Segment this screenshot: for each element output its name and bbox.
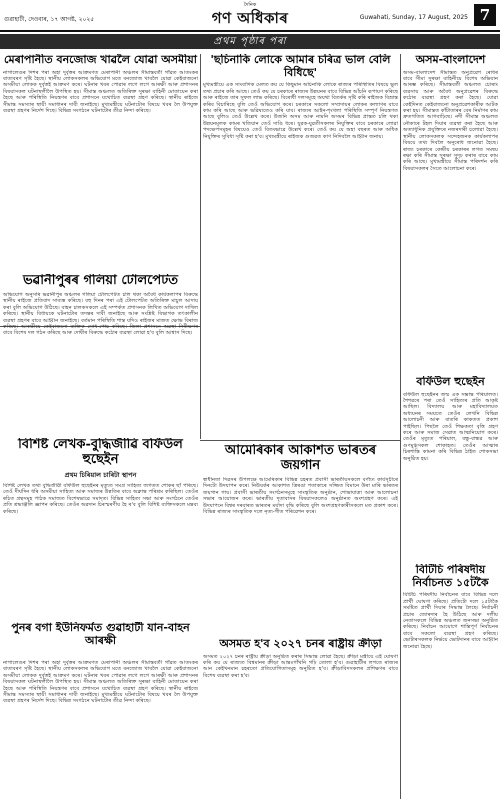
article-body: মুখ্যমন্ত্ৰীয়ে এক সাংবাদিক মেলত কয় যে কিছুমান অচিনাকি লোকে ৰাজ্যৰ পৰিস্থিতিৰ বিষয়ে ভুল তথ্য প্ৰচাৰ কৰি আছে। তেওঁ কয় যে চৰকাৰে ৰাজ্যৰ উন্নয়নৰ বাবে বিভিন্ন আঁচনি ৰূপায়ণ কৰিছে আৰু ৰাইজে তাৰ সুফল লাভ কৰিছে। বিৰোধী দলসমূহে অযথা বিতৰ্কৰ সৃষ্টি কৰি ৰাইজক বিভ্ৰান্ত কৰিব বিচাৰিছে বুলি তেওঁ অভিযোগ কৰে। চৰকাৰে সকলো সম্প্ৰদায়ৰ লোকৰ কল্যাণৰ বাবে কাম কৰি আছে আৰু ভৱিষ্যতেও কৰি যাব। ৰাজ্যৰ আইন-শৃংখলা পৰিস্থিতি সম্পূৰ্ণ নিয়ন্ত্ৰণত আছে বুলিও তেওঁ উল্লেখ কৰে। উজনি অসম আৰু নামনি অসমৰ বিভিন্ন প্ৰান্তত চলি থকা উন্নয়নমূলক কামৰ খতিয়ান তেওঁ দাঙি ধৰে। যুৱক-যুৱতীসকলৰ নিযুক্তিৰ বাবে চৰকাৰে লোৱা পদক্ষেপসমূহৰ বিষয়েও তেওঁ বিতংভাৱে উল্লেখ কৰে। তেওঁ কয় যে অহা বছৰত আৰু অধিক নিযুক্তিৰ সুবিধা সৃষ্টি কৰা হ'ব। মুখ্যমন্ত্ৰীয়ে ৰাইজক গুজৱত কাণ নিদিবলৈ আহ্বান জনায়। (203, 82, 398, 140)
masthead-logo-block (195, 2, 305, 26)
article-headline: অসমত হ'ব ২০২৭ চনৰ ৰাষ্ট্ৰীয় ক্ৰীড়া (219, 638, 382, 650)
newspaper-logo: গণ অধিকাৰ (211, 9, 289, 27)
article-body: অসমত ২০২৭ চনৰ ৰাষ্ট্ৰীয় ক্ৰীড়া অনুষ্ঠিত কৰাৰ সিদ্ধান্ত লোৱা হৈছে। ক্ৰীড়া মন্ত্ৰীয়ে এই ঘোষণা কৰি কয় যে ৰাজ্যত বিশ্বমানৰ ক্ৰীড়া আন্তঃগাঁথনি গঢ়ি তোলা হ'ব। গুৱাহাটীৰ লগতে ৰাজ্যৰ আন কেইখনমান চহৰতো প্ৰতিযোগিতাসমূহ অনুষ্ঠিত হ'ব। ক্ৰীড়াবিদসকলৰ প্ৰশিক্ষণৰ বাবে বিশেষ ব্যৱস্থা কৰা হ'ব। (203, 653, 398, 679)
article-btc-election (403, 564, 498, 798)
article-body: বৰ্ফিউল হুছেইনৰ জন্ম এক সম্ভ্ৰান্ত পৰিয়ালত। শৈশৱৰে পৰা তেওঁ সাহিত্যৰ প্ৰতি আকৃষ্ট আছিল। বিদ্যালয় আৰু মহাবিদ্যালয়ত অধ্যয়নৰ সময়তে তেওঁৰ লেখনি বিভিন্ন আলোচনী আৰু বাতৰি কাকতত প্ৰকাশ পাইছিল। পিছলৈ তেওঁ শিক্ষকতা বৃত্তি গ্ৰহণ কৰে আৰু সমাজ সেৱাত আত্মনিয়োগ কৰে। তেওঁৰ মৃত্যুত পৰিয়াল, বন্ধু-বান্ধৱ আৰু গুণমুগ্ধসকল শোকাহত। তেওঁৰ আত্মাৰ চিৰশান্তি কামনা কৰি বিভিন্ন ঠাইত শোকসভা অনুষ্ঠিত হয়। (403, 391, 498, 462)
article-bhawanipur (3, 274, 198, 434)
article-america-sky (203, 444, 398, 634)
article-merapani (3, 54, 198, 272)
row-divider (200, 440, 400, 441)
article-headline: ভৱানীপুৰৰ গলিয়া টোলপেটত (22, 274, 179, 288)
section-title: প্ৰথম পৃষ্ঠাৰ পৰা (0, 34, 500, 49)
article-body: অসম-বাংলাদেশ সীমান্তত অনুপ্ৰৱেশ ৰোধৰ বাবে সীমা সুৰক্ষা বাহিনীয়ে বিশেষ অভিযান আৰম্ভ কৰিছে। সীমান্তবৰ্তী অঞ্চলত চোৰাং ব্যৱসায় আৰু অবৈধ অনুপ্ৰৱেশৰ বিৰুদ্ধে কঠোৰ ব্যৱস্থা গ্ৰহণ কৰা হৈছে। যোৱা কেইদিনত কেইবাজনো অনুপ্ৰৱেশকাৰীক আটক কৰা হয়। সীমান্তত কাঁটাতাৰৰ বেৰ নিৰ্মাণৰ কাম দ্ৰুতগতিত আগবাঢ়িছে। নদী সীমান্ত অঞ্চলত নৌকাৰে টহল দিয়াৰ ব্যৱস্থা কৰা হৈছে আৰু অত্যাধুনিক প্ৰযুক্তিৰে নজৰদাৰী চলোৱা হৈছে। স্থানীয় লোকসকলক সন্দেহজনক কাৰ্যকলাপৰ বিষয়ে তথ্য দিবলৈ অনুৰোধ জনোৱা হৈছে। ৰাজ্য চৰকাৰে কেন্দ্ৰীয় চৰকাৰৰ লগত সমন্বয় ৰক্ষা কৰি সীমান্ত সুৰক্ষা সুদৃঢ় কৰাৰ বাবে কাম কৰি আছে। মুখ্যমন্ত্ৰীয়ে সীমান্ত পৰিদৰ্শন কৰি বিষয়াসকলৰ সৈতে আলোচনা কৰে। (403, 69, 498, 172)
article-body: বিশিষ্ট লেখক তথা বুদ্ধিজীৱী বৰ্ফিউল হুছেইনৰ মৃত্যুত সমগ্ৰ সাহিত্য জগতত শোকৰ ছাঁ পৰিছে। তেওঁ দীৰ্ঘদিন ধৰি অসমীয়া সাহিত্য আৰু সমাজৰ উন্নতিৰ বাবে অক্লান্ত পৰিশ্ৰম কৰিছিল। তেওঁৰ ৰচিত গ্ৰন্থসমূহ পাঠক সমাজত বিশেষভাৱে সমাদৃত। বিভিন্ন সাহিত্য সভা আৰু সংগঠনে তেওঁৰ প্ৰতি শ্ৰদ্ধাঞ্জলি জ্ঞাপন কৰিছে। তেওঁৰ অৱদান চিৰস্মৰণীয় হৈ ৰ'ব বুলি বিশিষ্ট ব্যক্তিসকলে মন্তব্য কৰিছে। (3, 482, 198, 515)
article-body: স্বাধীনতা দিৱসৰ উপলক্ষে আমেৰিকাৰ বিভিন্ন চহৰত প্ৰবাসী ভাৰতীয়সকলে বৰ্ণাঢ্য কাৰ্যসূচীৰে দিনটো উদযাপন কৰে। নিউয়ৰ্কৰ আকাশত ত্ৰিৰঙা পতাকাৰে সজ্জিত বিমানে উৰা মাৰি ভাৰতৰ জয়গান গায়। প্ৰবাসী ভাৰতীয় সংগঠনসমূহে সাংস্কৃতিক অনুষ্ঠান, শোভাযাত্ৰা আৰু আলোচনা সভাৰ আয়োজন কৰে। ভাৰতীয় দূতাবাসৰ বিষয়াসকলেও অনুষ্ঠানত অংশগ্ৰহণ কৰে। এই উদযাপনে বিশ্বৰ দৰবাৰত ভাৰতৰ মৰ্যাদা বৃদ্ধি কৰিছে বুলি অংশগ্ৰহণকাৰীসকলে মত প্ৰকাশ কৰে। বিভিন্ন ৰাজ্যৰ সাংস্কৃতিক দলে নৃত্য-গীত পৰিৱেশন কৰে। (203, 476, 398, 515)
article-headline: বিশিষ্ট লেখক-বুদ্ধিজীৱি বৰ্ফিউল হুছেইন (18, 438, 183, 467)
article-body: নাগালেণ্ডৰ দিশৰ পৰা অহা দুৰ্বৃত্তৰ আক্ৰমণত মেৰাপানী অঞ্চলৰ সীমান্তবৰ্তী গাঁৱত আতংকৰ বাতাবৰণ সৃষ্টি হৈছে। স্থানীয় লোকসকলৰ অভিযোগ মতে বনজোজ খাবলৈ যোৱা কেইবাজনো অসমীয়া লোকক দুৰ্বৃত্তই আক্ৰমণ কৰে। ঘটনাৰ খবৰ পোৱাৰ লগে লগে আৰক্ষী আৰু প্ৰশাসনৰ বিষয়াসকল ঘটনাস্থলীলৈ উপস্থিত হয়। সীমান্ত অঞ্চলত অতিৰিক্ত সুৰক্ষা বাহিনী মোতায়েন কৰা হৈছে আৰু পৰিস্থিতি নিয়ন্ত্ৰণৰ বাবে প্ৰশাসনে যথোচিত ব্যৱস্থা গ্ৰহণ কৰিছে। স্থানীয় ৰাইজে সীমান্ত সমস্যাৰ স্থায়ী সমাধানৰ দাবী জনাইছে। মুখ্যমন্ত্ৰীয়ে ঘটনাটোৰ বিষয়ে খবৰ লৈ উপযুক্ত ব্যৱস্থা গ্ৰহণৰ নিৰ্দেশ দিছে। বিভিন্ন সংগঠনে ঘটনাটোৰ তীব্ৰ নিন্দা কৰিছে। (3, 69, 198, 115)
article-headline: অসম-বাংলাদেশ (415, 54, 486, 66)
article-body: অভিযোগ অনুসৰি ভৱানীপুৰ অঞ্চলৰ গলিয়া টোলপেটত চলি থকা অবৈধ কাৰ্যকলাপৰ বিৰুদ্ধে স্থানীয় ৰাইজে প্ৰতিবাদ সাব্যস্ত কৰিছে। বহু দিনৰ পৰা এই টোলপেটত অতিৰিক্ত মাচুল আদায় কৰা বুলি অভিযোগ উঠিছে। বাহন চালকসকলে এই সম্পৰ্কত প্ৰশাসনক লিখিত অভিযোগ দাখিল কৰিছে। স্থানীয় বিধায়কে ঘটনাটোৰ তদন্তৰ দাবী জনাইছে আৰু সংশ্লিষ্ট বিভাগক তৎকালীন ব্যৱস্থা গ্ৰহণৰ বাবে আহ্বান জনাইছে। বৰ্তমান পৰিস্থিতি শান্ত যদিও ৰাইজৰ মাজত ক্ষোভ বিৰাজ কৰিছে। আৰক্ষীয়ে কেইবাজনো ব্যক্তিক সোধ-পোচ কৰিছে। জিলা প্ৰশাসনে অৱস্থা নিৰীক্ষণৰ বাবে বিশেষ দল গঠন কৰিছে আৰু দোষীৰ বিৰুদ্ধে কঠোৰ ব্যৱস্থা লোৱা হ'ব বুলি আশ্বাস দিছে। (3, 291, 198, 337)
masthead-date-english: Guwahati, Sunday, 17 August, 2025 (359, 14, 468, 21)
article-national-games (203, 638, 398, 798)
article-barfiul-hussain-side (403, 376, 498, 560)
article-barfiul-hussain (3, 438, 198, 618)
article-body: বিটিচি পৰিষদীয় নিৰ্বাচনৰ বাবে বিভিন্ন দলে প্ৰাৰ্থী ঘোষণা কৰিছে। প্ৰতিটো দলে ১৫টাকৈ সমষ্টিত প্ৰাৰ্থী দিয়াৰ সিদ্ধান্ত লৈছে। নিৰ্বাচনী প্ৰচাৰ জোৰদাৰ হৈ উঠিছে আৰু দলীয় নেতাসকলে বিভিন্ন অঞ্চলত জনসভা অনুষ্ঠিত কৰিছে। নিৰ্বাচন আয়োগে শান্তিপূৰ্ণ নিৰ্বাচনৰ বাবে সকলো ব্যৱস্থা গ্ৰহণ কৰিছে। ভোটাৰসকলক নিৰ্ভয়ে ভোটদানৰ বাবে আহ্বান জনোৱা হৈছে। (403, 592, 498, 650)
article-headline: মেৰাপানীত বনজোজ খাৱলৈ যোৱা অসমীয়া (4, 54, 197, 66)
masthead-tagline: দৈনিক (243, 2, 257, 8)
article-headline: আমেৰিকাৰ আকাশত ভাৰতৰ জয়গান (224, 444, 377, 473)
article-subhead: প্ৰথম চিৰিয়াল চাৰিটা স্থাপন (64, 470, 137, 479)
page-number: 7 (474, 4, 496, 26)
article-body-continued: নাগালেণ্ডৰ দিশৰ পৰা অহা দুৰ্বৃত্তৰ আক্ৰমণত মেৰাপানী অঞ্চলৰ সীমান্তবৰ্তী গাঁৱত আতংকৰ বাতাবৰণ সৃষ্টি হৈছে। স্থানীয় লোকসকলৰ অভিযোগ মতে বনজোজ খাবলৈ যোৱা কেইবাজনো অসমীয়া লোকক দুৰ্বৃত্তই আক্ৰমণ কৰে। ঘটনাৰ খবৰ পোৱাৰ লগে লগে আৰক্ষী আৰু প্ৰশাসনৰ বিষয়াসকল ঘটনাস্থলীলৈ উপস্থিত হয়। সীমান্ত অঞ্চলত অতিৰিক্ত সুৰক্ষা বাহিনী মোতায়েন কৰা হৈছে আৰু পৰিস্থিতি নিয়ন্ত্ৰণৰ বাবে প্ৰশাসনে যথোচিত ব্যৱস্থা গ্ৰহণ কৰিছে। স্থানীয় ৰাইজে সীমান্ত সমস্যাৰ স্থায়ী সমাধানৰ দাবী জনাইছে। মুখ্যমন্ত্ৰীয়ে ঘটনাটোৰ বিষয়ে খবৰ লৈ উপযুক্ত ব্যৱস্থা গ্ৰহণৰ নিৰ্দেশ দিছে। বিভিন্ন সংগঠনে ঘটনাটোৰ তীব্ৰ নিন্দা কৰিছে। (3, 660, 198, 705)
article-headline: বৰ্ফিউল হুছেইন (416, 376, 485, 388)
column-divider (200, 54, 201, 439)
article-cm-statement (203, 54, 398, 436)
article-headline: 'ছচিনাকি লোকে আমাৰ চৰিত্ৰ ভাল বেলি বিধিছে' (210, 54, 391, 79)
column-divider (400, 54, 401, 799)
masthead-date-assamese: গুৱাহাটী, দেওবাৰ, ১৭ আগষ্ট, ২০২৫ (4, 16, 95, 23)
article-assam-bangladesh (403, 54, 498, 372)
article-traffic-police (3, 622, 198, 658)
article-headline: বিটিচি পৰিষদীয় নিৰ্বাচনত ১৫টকৈ (412, 564, 489, 589)
masthead (0, 0, 500, 32)
article-headline: পুনৰ বগা ইউনিফৰ্মত গুৱাহাটী যান-বাহন আৰক্ষী (11, 622, 190, 647)
